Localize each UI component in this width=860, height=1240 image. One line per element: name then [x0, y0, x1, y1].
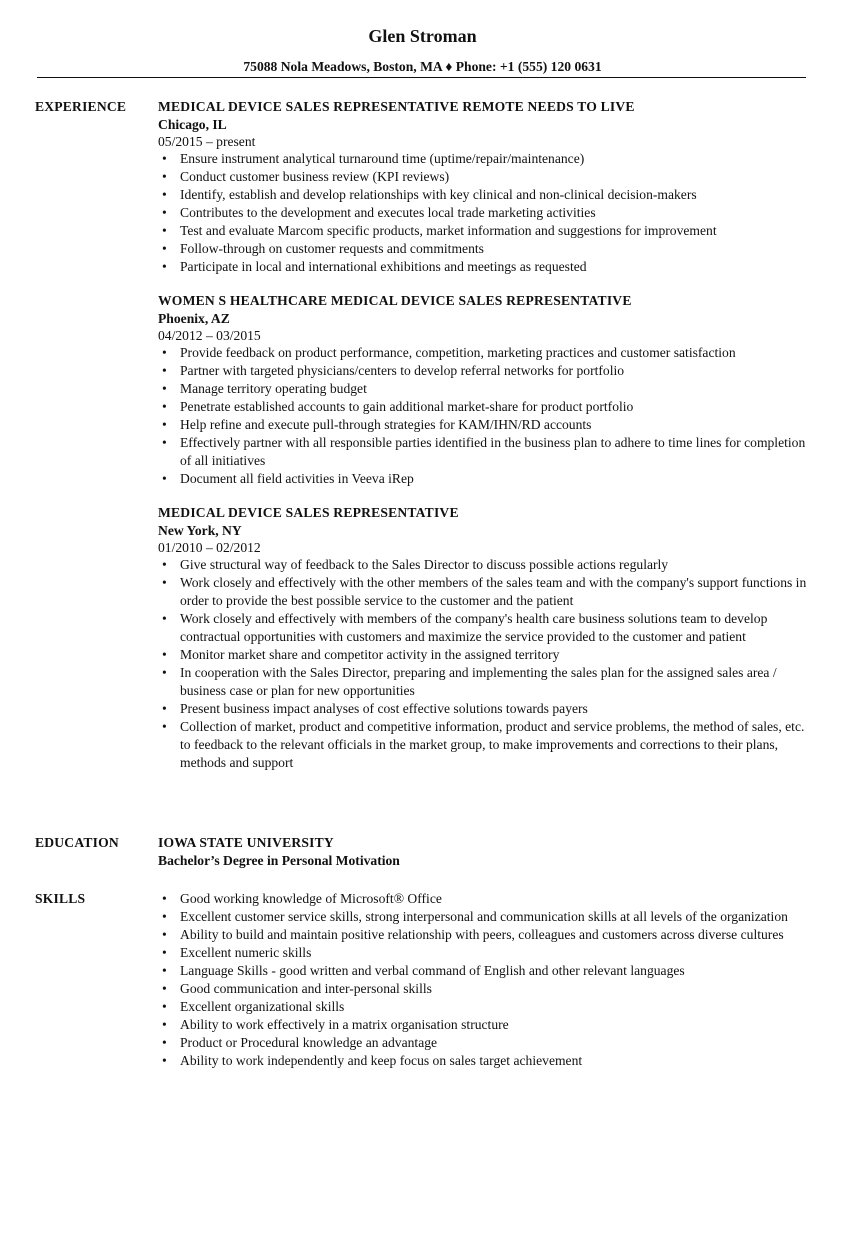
list-item — [158, 1052, 818, 1070]
duty-text: Work closely and effectively with the other members of the sales team and with the company's support functions in order to provide the best possible service to the customer and the patient — [180, 575, 807, 608]
degree-name: Bachelor’s Degree in Personal Motivation — [158, 853, 400, 868]
bullet-icon: • — [162, 1017, 167, 1032]
bullet-icon: • — [162, 1035, 167, 1050]
bullet-icon: • — [162, 471, 167, 486]
list-item — [158, 222, 818, 240]
duty-text: Present business impact analyses of cost effective solutions towards payers — [180, 701, 588, 716]
bullet-icon: • — [162, 891, 167, 906]
job-entry — [158, 292, 818, 488]
list-item — [158, 434, 818, 470]
skill-text: Good working knowledge of Microsoft® Office — [180, 891, 442, 906]
bullet-icon: • — [162, 363, 167, 378]
job-duties-list — [158, 150, 818, 276]
skill-text: Excellent organizational skills — [180, 999, 345, 1014]
bullet-icon: • — [162, 205, 167, 220]
list-item — [158, 1016, 818, 1034]
bullet-icon: • — [162, 381, 167, 396]
skill-text: Product or Procedural knowledge an advantage — [180, 1035, 438, 1050]
bullet-icon: • — [162, 169, 167, 184]
skills-body — [158, 890, 818, 1070]
duty-text: In cooperation with the Sales Director, preparing and implementing the sales plan for the assigned sales area / business case or plan for new opportunities — [180, 665, 777, 698]
job-dates: 05/2015 – present — [158, 134, 256, 149]
duty-text: Test and evaluate Marcom specific products, market information and suggestions for improvement — [180, 223, 717, 238]
duty-text: Collection of market, product and competitive information, product and service problems, the method of sales, etc. to feedback to the relevant officials in the market group, to make improvements and corrections to their plans, methods and support — [180, 719, 805, 770]
experience-body — [158, 98, 818, 788]
duty-text: Provide feedback on product performance, competition, marketing practices and customer satisfaction — [180, 345, 736, 360]
bullet-icon: • — [162, 909, 167, 924]
list-item — [158, 556, 818, 574]
duty-text: Participate in local and international exhibitions and meetings as requested — [180, 259, 587, 274]
bullet-icon: • — [162, 241, 167, 256]
job-entry — [158, 504, 818, 772]
bullet-icon: • — [162, 345, 167, 360]
skill-text: Excellent numeric skills — [180, 945, 312, 960]
bullet-icon: • — [162, 575, 167, 590]
duty-text: Effectively partner with all responsible parties identified in the business plan to adhere to time lines for completion of all initiatives — [180, 435, 806, 468]
job-location: New York, NY — [158, 523, 242, 538]
bullet-icon: • — [162, 223, 167, 238]
list-item — [158, 204, 818, 222]
duty-text: Follow-through on customer requests and commitments — [180, 241, 484, 256]
duty-text: Penetrate established accounts to gain additional market-share for product portfolio — [180, 399, 634, 414]
bullet-icon: • — [162, 963, 167, 978]
skill-text: Ability to work independently and keep focus on sales target achievement — [180, 1053, 583, 1068]
section-title-experience: EXPERIENCE — [35, 99, 127, 114]
list-item — [158, 646, 818, 664]
list-item — [158, 574, 818, 610]
bullet-icon: • — [162, 719, 167, 734]
job-entry — [158, 98, 818, 276]
list-item — [158, 664, 818, 700]
header-divider — [37, 77, 806, 78]
list-item — [158, 416, 818, 434]
bullet-icon: • — [162, 999, 167, 1014]
bullet-icon: • — [162, 435, 167, 450]
job-title: MEDICAL DEVICE SALES REPRESENTATIVE — [158, 505, 459, 520]
bullet-icon: • — [162, 647, 167, 662]
duty-text: Help refine and execute pull-through strategies for KAM/IHN/RD accounts — [180, 417, 592, 432]
job-title: MEDICAL DEVICE SALES REPRESENTATIVE REMOTE NEEDS TO LIVE — [158, 99, 635, 114]
school-name: IOWA STATE UNIVERSITY — [158, 835, 334, 850]
list-item — [158, 150, 818, 168]
bullet-icon: • — [162, 259, 167, 274]
duty-text: Monitor market share and competitor activity in the assigned territory — [180, 647, 560, 662]
job-dates: 01/2010 – 02/2012 — [158, 540, 261, 555]
education-body — [158, 834, 818, 870]
list-item — [158, 718, 818, 772]
bullet-icon: • — [162, 417, 167, 432]
bullet-icon: • — [162, 927, 167, 942]
skill-text: Good communication and inter-personal skills — [180, 981, 432, 996]
list-item — [158, 398, 818, 416]
duty-text: Identify, establish and develop relationships with key clinical and non-clinical decision-makers — [180, 187, 697, 202]
bullet-icon: • — [162, 701, 167, 716]
list-item — [158, 258, 818, 276]
list-item — [158, 980, 818, 998]
list-item — [158, 380, 818, 398]
list-item — [158, 168, 818, 186]
duty-text: Conduct customer business review (KPI reviews) — [180, 169, 450, 184]
bullet-icon: • — [162, 187, 167, 202]
list-item — [158, 926, 818, 944]
bullet-icon: • — [162, 557, 167, 572]
bullet-icon: • — [162, 665, 167, 680]
resume-header — [0, 0, 860, 80]
list-item — [158, 470, 818, 488]
job-duties-list — [158, 556, 818, 772]
list-item — [158, 240, 818, 258]
bullet-icon: • — [162, 945, 167, 960]
bullet-icon: • — [162, 981, 167, 996]
list-item — [158, 344, 818, 362]
skill-text: Ability to work effectively in a matrix organisation structure — [180, 1017, 509, 1032]
bullet-icon: • — [162, 151, 167, 166]
job-title: WOMEN S HEALTHCARE MEDICAL DEVICE SALES REPRESENTATIVE — [158, 293, 632, 308]
duty-text: Give structural way of feedback to the Sales Director to discuss possible actions regularly — [180, 557, 669, 572]
contact-line: 75088 Nola Meadows, Boston, MA ♦ Phone: +1 (555) 120 0631 — [243, 59, 602, 74]
duty-text: Contributes to the development and executes local trade marketing activities — [180, 205, 596, 220]
list-item — [158, 700, 818, 718]
duty-text: Partner with targeted physicians/centers to develop referral networks for portfolio — [180, 363, 625, 378]
skill-text: Excellent customer service skills, strong interpersonal and communication skills at all levels of the organization — [180, 909, 788, 924]
list-item — [158, 908, 818, 926]
list-item — [158, 362, 818, 380]
bullet-icon: • — [162, 611, 167, 626]
list-item — [158, 610, 818, 646]
skills-list — [158, 890, 818, 1070]
bullet-icon: • — [162, 1053, 167, 1068]
list-item — [158, 1034, 818, 1052]
job-dates: 04/2012 – 03/2015 — [158, 328, 261, 343]
list-item — [158, 962, 818, 980]
list-item — [158, 890, 818, 908]
job-duties-list — [158, 344, 818, 488]
duty-text: Document all field activities in Veeva iRep — [180, 471, 414, 486]
duty-text: Ensure instrument analytical turnaround time (uptime/repair/maintenance) — [180, 151, 585, 166]
list-item — [158, 944, 818, 962]
list-item — [158, 998, 818, 1016]
section-title-skills: SKILLS — [35, 891, 86, 906]
section-title-education: EDUCATION — [35, 835, 119, 850]
skill-text: Language Skills - good written and verbal command of English and other relevant languages — [180, 963, 685, 978]
bullet-icon: • — [162, 399, 167, 414]
duty-text: Work closely and effectively with members of the company's health care business solutions team to develop contractual opportunities with customers and maximize the service provided to the customer and patient — [180, 611, 768, 644]
duty-text: Manage territory operating budget — [180, 381, 367, 396]
job-location: Chicago, IL — [158, 117, 227, 132]
job-location: Phoenix, AZ — [158, 311, 230, 326]
candidate-name: Glen Stroman — [368, 26, 477, 46]
list-item — [158, 186, 818, 204]
skill-text: Ability to build and maintain positive relationship with peers, colleagues and customers across diverse cultures — [180, 927, 784, 942]
